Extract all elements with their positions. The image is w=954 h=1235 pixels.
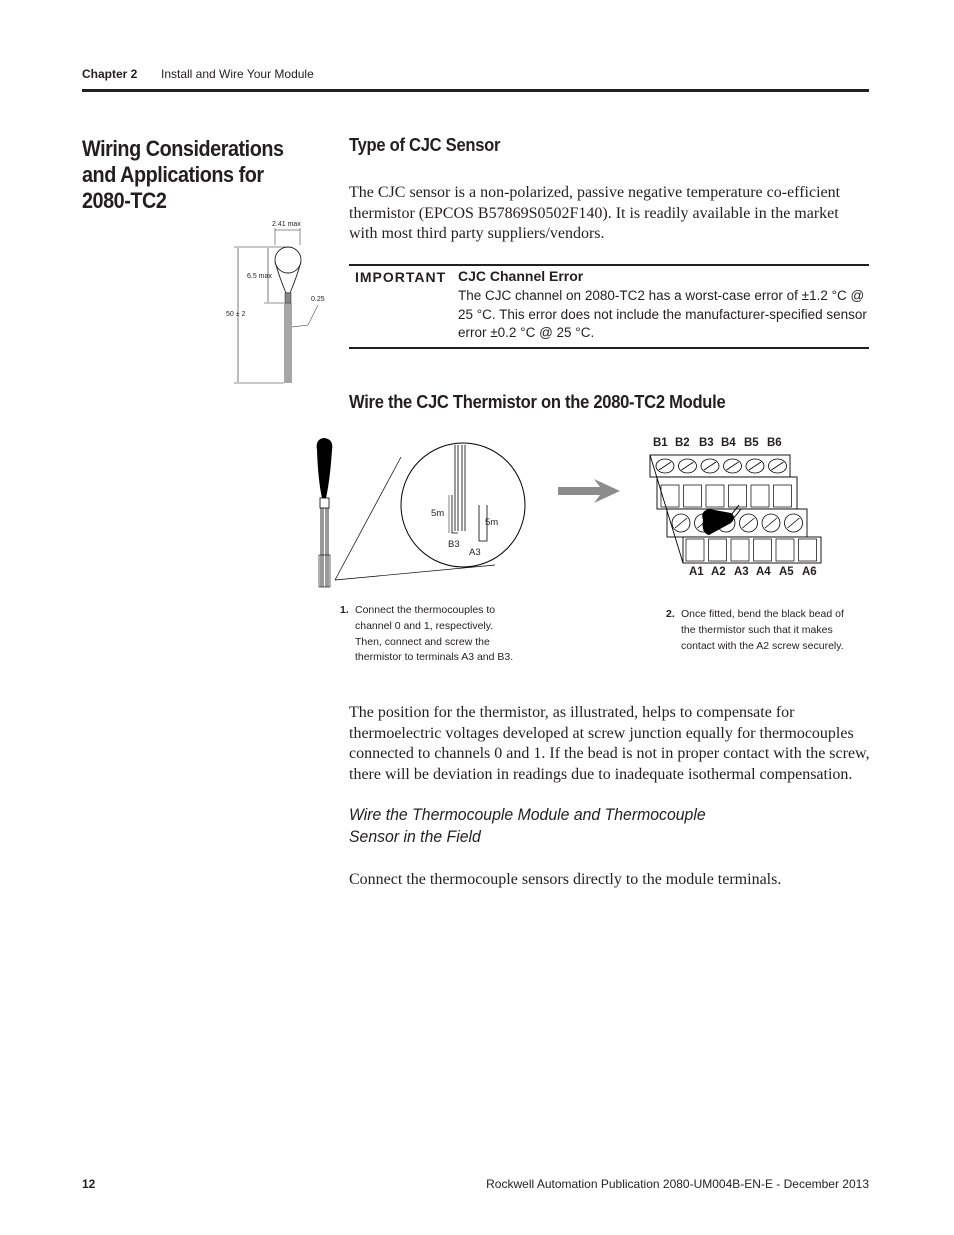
important-label: IMPORTANT	[355, 269, 447, 285]
step-1-text: Connect the thermocouples to channel 0 and 1, respectively. Then, connect and screw the thermistor to terminals A3 and B3.	[355, 604, 514, 664]
chapter-label: Chapter 2	[82, 67, 138, 81]
dim-top-label: 2.41 max	[272, 221, 301, 228]
zoom-a-terminal-label: A3	[469, 547, 481, 558]
section-side-title: Wiring Considerations and Applications for 2080-TC2	[82, 136, 284, 213]
wire-cjc-heading: Wire the CJC Thermistor on the 2080-TC2 Module	[349, 392, 726, 412]
zoom-b-dimension: 5m	[431, 508, 445, 519]
terminal-label-b4: B4	[721, 437, 736, 449]
terminal-label-a6: A6	[802, 566, 817, 578]
field-heading: Wire the Thermocouple Module and Thermocouple Sensor in the Field	[349, 805, 706, 846]
cjc-sensor-paragraph: The CJC sensor is a non-polarized, passive negative temperature co-efficient thermistor (EPCOS B57869S0502F140). It is readily available in the market with most third party suppliers/vendors.	[349, 184, 841, 242]
step-2-number: 2.	[666, 608, 675, 620]
thermistor-bead-icon	[317, 438, 333, 498]
terminal-label-a1: A1	[689, 566, 704, 578]
dim-length-label: 50 ± 2	[226, 311, 246, 318]
cjc-sensor-heading: Type of CJC Sensor	[349, 135, 501, 155]
terminal-label-b6: B6	[767, 437, 782, 449]
field-paragraph: Connect the thermocouple sensors directly to the module terminals.	[349, 871, 782, 888]
terminal-label-b2: B2	[675, 437, 690, 449]
zoom-b-terminal-label: B3	[448, 539, 460, 550]
terminal-label-a3: A3	[734, 566, 749, 578]
publication-info: Rockwell Automation Publication 2080-UM004B-EN-E - December 2013	[486, 1177, 869, 1191]
zoom-a-dimension: 5m	[485, 517, 499, 528]
terminal-label-a4: A4	[756, 566, 771, 578]
terminal-label-a2: A2	[711, 566, 726, 578]
step-1-number: 1.	[340, 604, 349, 616]
dim-bead-label: 6.5 max	[247, 273, 272, 280]
terminal-label-b1: B1	[653, 437, 668, 449]
header-rule	[82, 89, 869, 92]
important-text: The CJC channel on 2080-TC2 has a worst-case error of ±1.2 °C @ 25 °C. This error does not include the manufacturer-specified sensor error ±0.2 °C @ 25 °C.	[458, 288, 867, 340]
terminal-label-a5: A5	[779, 566, 794, 578]
thermistor-dimension-drawing	[218, 215, 338, 390]
terminal-label-b3: B3	[699, 437, 714, 449]
important-bottom-rule	[349, 347, 869, 349]
dim-lead-label: 0.25	[311, 296, 325, 303]
step-2-text: Once fitted, bend the black bead of the thermistor such that it makes contact with the A2 screw securely.	[681, 608, 844, 652]
chapter-title: Install and Wire Your Module	[161, 67, 314, 81]
important-title: CJC Channel Error	[458, 268, 584, 284]
important-top-rule	[349, 264, 869, 266]
page-number: 12	[82, 1177, 96, 1191]
terminal-label-b5: B5	[744, 437, 759, 449]
position-paragraph: The position for the thermistor, as illustrated, helps to compensate for thermoelectric voltages developed at screw junction equally for thermocouples connected to channels 0 and 1. If the bead is not in proper contact with the screw, there will be deviation in readings due to inadequate isothermal compensation.	[349, 704, 870, 783]
wiring-illustration	[305, 425, 845, 595]
arrow-right-icon	[558, 479, 620, 503]
